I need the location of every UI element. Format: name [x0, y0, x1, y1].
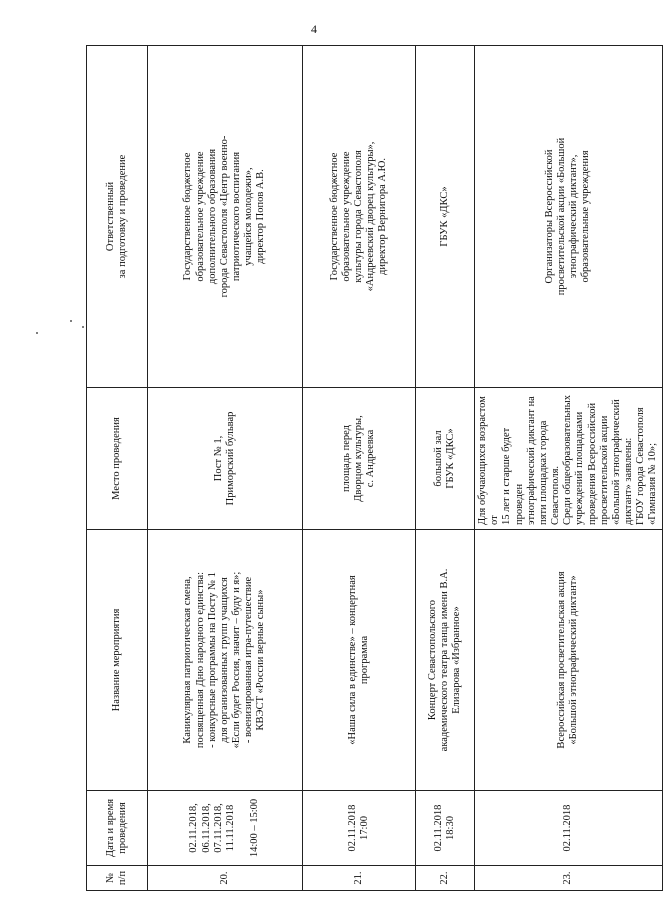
- row-number: 23.: [475, 866, 663, 891]
- row-responsible: Государственное бюджетное образовательное учреждение культуры города Севастополя «Андреевский дворец культуры», директор Вернигора А.Ю.: [303, 46, 416, 388]
- row-date: 02.11.2018 17:00: [303, 791, 416, 866]
- row-place: площадь перед Дворцом культуры, с. Андреевка: [303, 388, 416, 530]
- event-schedule-table: [86, 45, 663, 891]
- table-row: [416, 46, 475, 891]
- row-responsible: Организаторы Всероссийской просветительской акции «Большой этнографический диктант», образовательные учреждения: [475, 46, 663, 388]
- row-name: «Наша сила в единстве» – концертная программа: [303, 530, 416, 791]
- row-date: 02.11.2018 18:30: [416, 791, 475, 866]
- table-row: [475, 46, 663, 891]
- page-number: 4: [311, 22, 317, 36]
- row-responsible: Государственное бюджетное образовательное учреждение дополнительного образования города Севастополя «Центр военно- патриотического воспитания учащейся молодежи», директор Попов А.В.: [148, 46, 303, 388]
- row-date: 02.11.2018: [475, 791, 663, 866]
- row-name: Концерт Севастопольского академического театра танца имени В.А. Елизарова «Избранное»: [416, 530, 475, 791]
- row-place: Пост № 1, Приморский бульвар: [148, 388, 303, 530]
- row-date: 02.11.2018, 06.11.2018, 07.11.2018, 11.11.2018 14:00 – 15:00: [148, 791, 303, 866]
- header-date: Дата и время проведения: [87, 791, 148, 866]
- header-name: Название мероприятия: [87, 530, 148, 791]
- row-place: большой зал ГБУК «ДКС»: [416, 388, 475, 530]
- header-responsible: Ответственный за подготовку и проведение: [87, 46, 148, 388]
- header-number: № п/п: [87, 866, 148, 891]
- row-number: 22.: [416, 866, 475, 891]
- table-header-row: [87, 46, 148, 891]
- schedule-table-wrapper: [86, 46, 659, 891]
- row-name: Всероссийская просветительская акция «Большой этнографический диктант»: [475, 530, 663, 791]
- table-row: [303, 46, 416, 891]
- row-name: Каникулярная патриотическая смена, посвященная Дню народного единства: - конкурсные программы на Посту № 1 для организованных групп учащихся «Если будет Россия, значит – буду и я»; - военизированная игра-путешествие КВЭСТ «России верные сыны»: [148, 530, 303, 791]
- row-place: Для обучающихся возрастом от 15 лет и старше будет проведен этнографический диктант на пяти площадках города Севастополя. Среди общеобразовательных учреждений площадками проведения Всероссийской просветительской акции «Большой этнографический диктант» заявлены: ГБОУ города Севастополя «Гимназия № 10»;: [475, 388, 663, 530]
- header-place: Место проведения: [87, 388, 148, 530]
- table-row: [148, 46, 303, 891]
- row-responsible: ГБУК «ДКС»: [416, 46, 475, 388]
- row-number: 21.: [303, 866, 416, 891]
- row-number: 20.: [148, 866, 303, 891]
